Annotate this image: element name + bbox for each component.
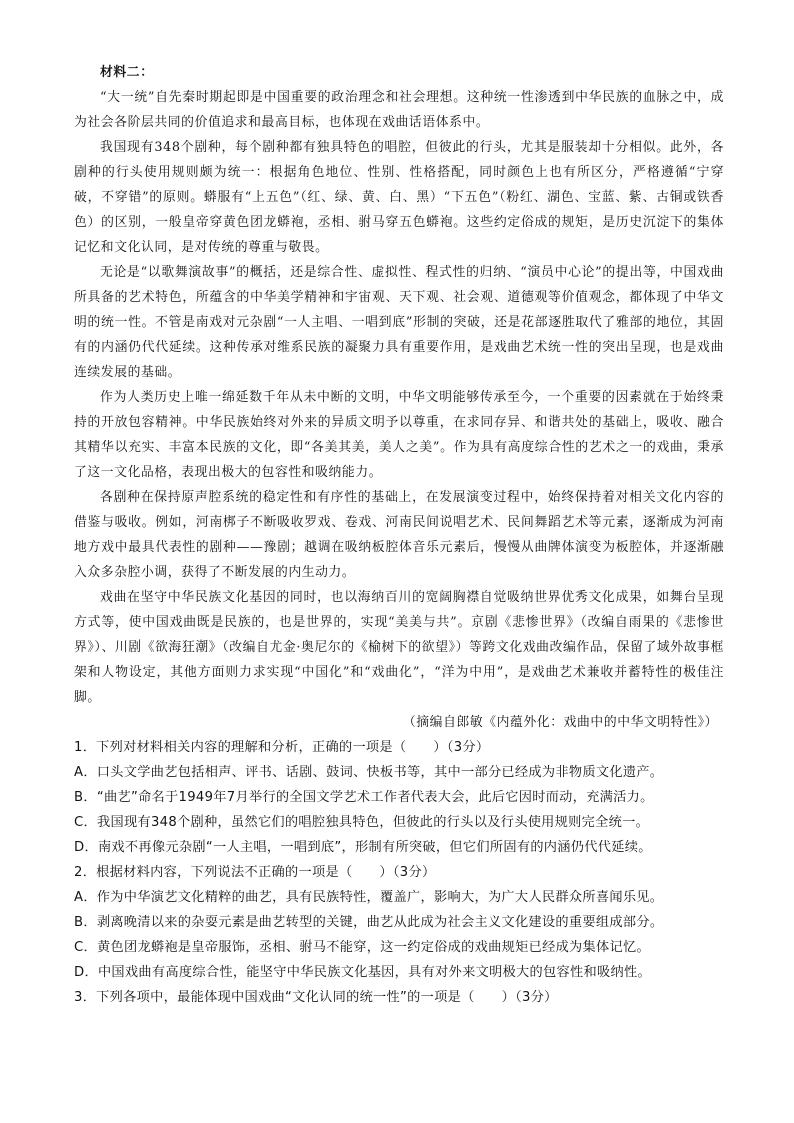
option-c: C．黄色团龙蟒袍是皇帝服饰，丞相、驸马不能穿，这一约定俗成的戏曲规矩已经成为集体记忆。 [74, 940, 650, 955]
material-paragraph: 我国现有348个剧种，每个剧种都有独具特色的唱腔，但彼此的行头，尤其是服装却十分相似。此外，各剧种的行头使用规则颇为统一：根据角色地位、性别、性格搭配，同时颜色上也有所区分，严格遵循“宁穿破，不穿错”的原则。蟒服有“上五色”（红、绿、黄、白、黑）“下五色”（粉红、湖色、宝蓝、紫、古铜或铁香色）的区别，一般皇帝穿黄色团龙蟒袍，丞相、驸马穿五色蟒袍。这些约定俗成的规矩，是历史沉淀下的集体记忆和文化认同，是对传统的尊重与敬畏。 [74, 140, 724, 255]
question-stem: 2．根据材料内容，下列说法不正确的一项是（ ）（3分） [74, 865, 436, 880]
option-a: A．口头文学曲艺包括相声、评书、话剧、鼓词、快板书等，其中一部分已经成为非物质文化遗产。 [74, 765, 664, 780]
option-b: B．“曲艺”命名于1949年7月举行的全国文学艺术工作者代表大会，此后它因时而动，充满活力。 [74, 790, 654, 805]
question-stem: 3．下列各项中，最能体现中国戏曲“文化认同的统一性”的一项是（ ）（3分） [74, 990, 558, 1005]
option-d: D．中国戏曲有高度综合性，能坚守中华民族文化基因，具有对外来文明极大的包容性和吸纳性。 [74, 965, 651, 980]
material-paragraph: 无论是“以歌舞演故事”的概括，还是综合性、虚拟性、程式性的归纳、“演员中心论”的提出等，中国戏曲所具备的艺术特色，所蕴含的中华美学精神和宇宙观、天下观、社会观、道德观等价值观念，都体现了中华文明的统一性。不管是南戏对元杂剧“一人主唱、一唱到底”形制的突破，还是花部逐胜取代了雅部的地位，其固有的内涵仍代代延续。这种传承对维系民族的凝聚力具有重要作用，是戏曲艺术统一性的突出呈现，也是戏曲连续发展的基础。 [74, 265, 724, 380]
question-stem: 1．下列对材料相关内容的理解和分析，正确的一项是（ ）（3分） [74, 740, 490, 755]
material-title: 材料二： [100, 65, 154, 80]
question-2 [74, 860, 724, 985]
page-content [74, 60, 724, 1010]
material-source: （摘编自郎敏《内蕴外化：戏曲中的中华文明特性》） [402, 715, 718, 730]
option-d: D．南戏不再像元杂剧“一人主唱，一唱到底”，形制有所突破，但它们所固有的内涵仍代代延续。 [74, 840, 652, 855]
material-paragraph: 戏曲在坚守中华民族文化基因的同时，也以海纳百川的宽阔胸襟自觉吸纳世界优秀文化成果，如舞台呈现方式等，使中国戏曲既是民族的，也是世界的，实现“美美与共”。京剧《悲惨世界》（改编自雨果的《悲惨世界》）、川剧《欲海狂潮》（改编自尤金·奥尼尔的《榆树下的欲望》）等跨文化戏曲改编作品，保留了域外故事框架和人物设定，其他方面则力求实现“中国化”和“戏曲化”，“洋为中用”，是戏曲艺术兼收并蓄特性的极佳注脚。 [74, 590, 724, 705]
question-3 [74, 985, 724, 1010]
question-1 [74, 735, 724, 860]
material-paragraph: “大一统”自先秦时期起即是中国重要的政治理念和社会理想。这种统一性渗透到中华民族的血脉之中，成为社会各阶层共同的价值追求和最高目标，也体现在戏曲话语体系中。 [74, 90, 724, 130]
option-c: C．我国现有348个剧种，虽然它们的唱腔独具特色，但彼此的行头以及行头使用规则完全统一。 [74, 815, 650, 830]
material-paragraph: 作为人类历史上唯一绵延数千年从未中断的文明，中华文明能够传承至今，一个重要的因素就在于始终秉持的开放包容精神。中华民族始终对外来的异质文明予以尊重，在求同存异、和谐共处的基础上，吸收、融合其精华以充实、丰富本民族的文化，即“各美其美，美人之美”。作为具有高度综合性的艺术之一的戏曲，秉承了这一文化品格，表现出极大的包容性和吸纳能力。 [74, 390, 724, 480]
material-paragraph: 各剧种在保持原声腔系统的稳定性和有序性的基础上，在发展演变过程中，始终保持着对相关文化内容的借鉴与吸收。例如，河南梆子不断吸收罗戏、卷戏、河南民间说唱艺术、民间舞蹈艺术等元素，逐渐成为河南地方戏中最具代表性的剧种——豫剧；越调在吸纳板腔体音乐元素后，慢慢从曲牌体演变为板腔体，并逐渐融入众多杂腔小调，获得了不断发展的内生动力。 [74, 490, 724, 580]
option-a: A．作为中华演艺文化精粹的曲艺，具有民族特性，覆盖广，影响大，为广大人民群众所喜闻乐见。 [74, 890, 664, 905]
option-b: B．剥离晚清以来的杂耍元素是曲艺转型的关键，曲艺从此成为社会主义文化建设的重要组成部分。 [74, 915, 664, 930]
